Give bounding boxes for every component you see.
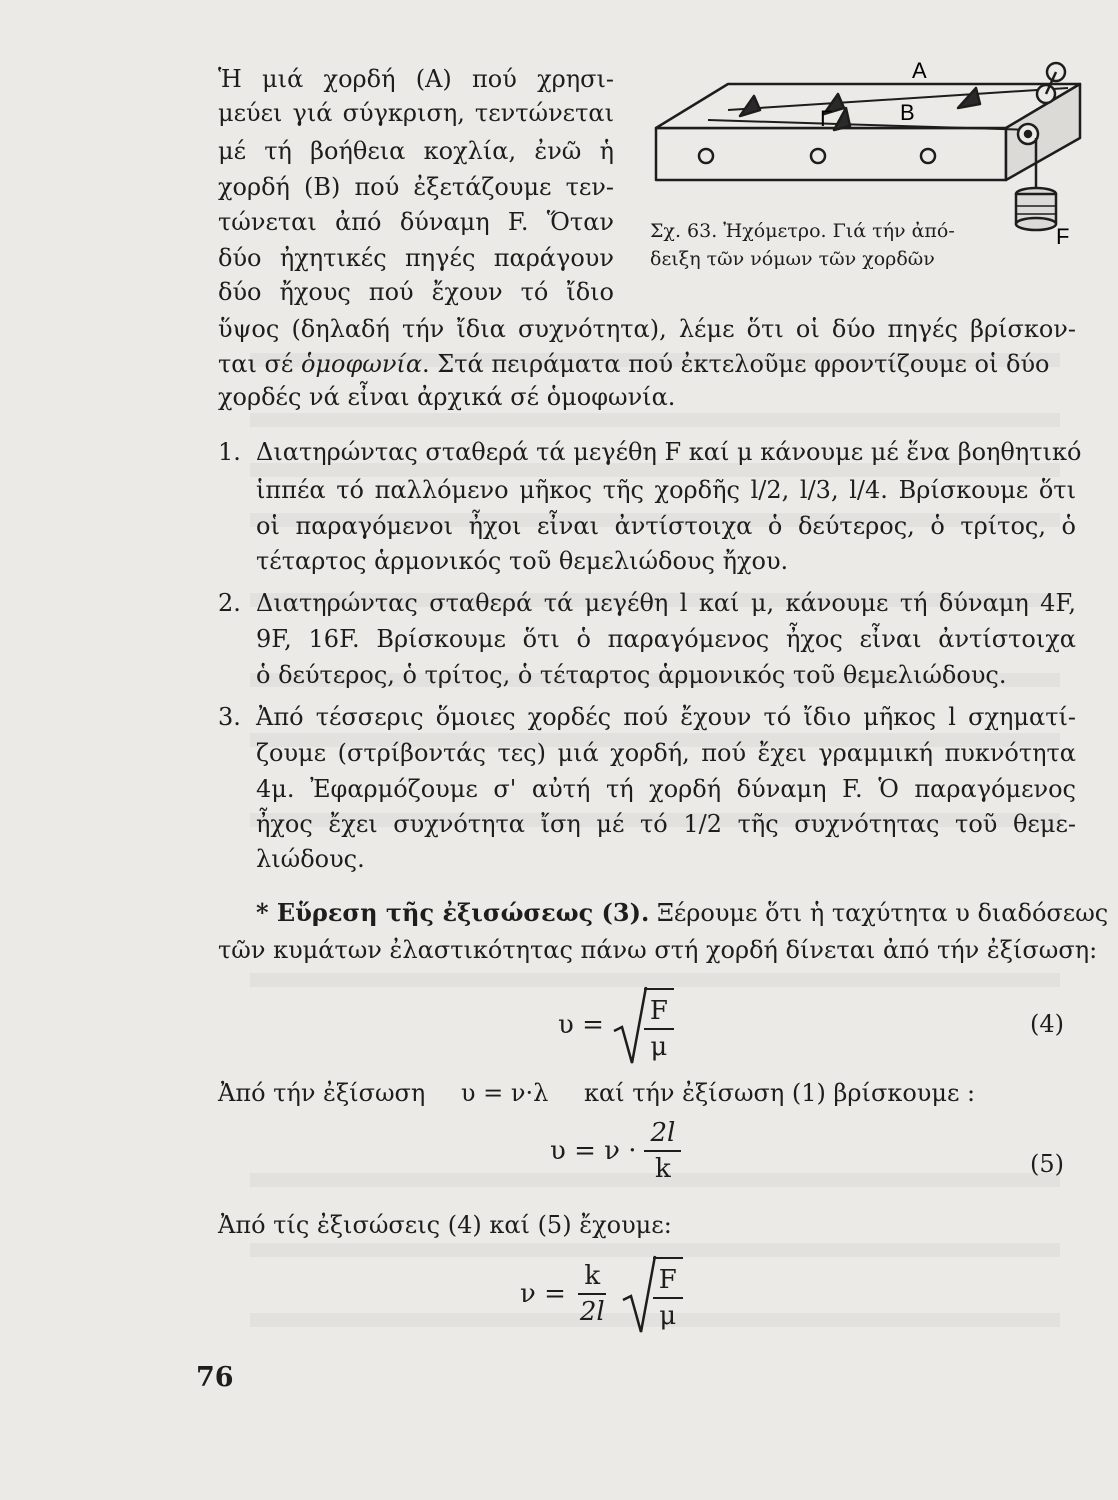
equation-4-fraction [644,988,674,1062]
intro-line-9 [218,347,1076,381]
intro-line-6: δύο ἠχητικές πηγές παράγουν [218,244,614,272]
figure-label-a: A [912,58,927,83]
from-equations-4-5: Ἀπό τίς ἐξισώσεις (4) καί (5) ἔχουμε: [218,1211,672,1239]
equation-final-root-numerator: F [653,1265,683,1299]
intro-line-5: τώνεται ἀπό δύναμη F. Ὅταν [218,208,614,236]
equation-5 [550,1118,681,1184]
item-2-line-3: ὁ δεύτερος, ὁ τρίτος, ὁ τέταρτος ἁρμονικός τοῦ θεμελιώδους. [256,661,1007,689]
page-number: 76 [196,1362,234,1393]
item-1-line-1: Διατηρώντας σταθερά τά μεγέθη F καί μ κάνουμε μέ ἕνα βοηθητικό [256,438,1082,466]
equation-final-root-denominator: μ [659,1301,677,1331]
item-3-line-4: ἦχος ἔχει συχνότητα ἴση μέ τό 1/2 τῆς συχνότητας τοῦ θεμε- [256,810,1076,838]
figure-label-gamma: Γ [820,106,833,131]
item-3-line-1: Ἀπό τέσσερις ὅμοιες χορδές πού ἔχουν τό ἴδιο μῆκος l σχηματί- [256,703,1076,731]
figure-caption-line-1: Σχ. 63. Ἠχόμετρο. Γιά τήν ἀπό- [650,220,955,242]
equation-final-lhs: ν = [520,1279,566,1309]
intro-line-10: χορδές νά εἶναι ἀρχικά σέ ὁμοφωνία. [218,383,676,411]
intro-line-9-start: ται σέ [218,350,301,378]
derivation-line-2: τῶν κυμάτων ἐλαστικότητας πάνω στή χορδή δίνεται ἀπό τήν ἐξίσωση: [218,936,1098,964]
intro-line-9-end: . Στά πειράματα πού ἐκτελοῦμε φροντίζουμε οἱ δύο [422,350,1050,378]
equation-4-numerator: F [644,996,674,1030]
figure-label-b: B [900,100,915,125]
figure-label-f: F [1056,224,1070,249]
equation-5-denominator: k [655,1154,671,1184]
item-2-line-2: 9F, 16F. Βρίσκουμε ὅτι ὁ παραγόμενος ἦχος εἶναι ἀντίστοιχα [256,625,1076,653]
item-3-line-5: λιώδους. [256,845,365,873]
intro-line-8: ὕψος (δηλαδή τήν ἴδια συχνότητα), λέμε ὅτι οἱ δύο πηγές βρίσκον- [218,315,1076,343]
from-equation-text-b: καί τήν ἐξίσωση (1) βρίσκουμε : [583,1079,976,1107]
equation-5-numerator: 2l [644,1118,681,1152]
intro-line-7: δύο ἤχους πού ἔχουν τό ἴδιο [218,278,614,306]
intro-line-4: χορδή (Β) πού ἐξετάζουμε τεν- [218,173,614,201]
sqrt-sign [612,985,648,1065]
term-homophony: ὁμοφωνία [300,350,423,378]
equation-final-numerator: k [578,1261,606,1295]
equation-4-number: (4) [1030,1010,1064,1038]
derivation-line-1 [256,896,1109,930]
velocity-relation: υ = ν·λ [460,1079,549,1107]
equation-5-lhs: υ = ν · [550,1136,637,1166]
equation-final-fraction [574,1261,611,1327]
item-3-line-3: 4μ. Ἐφαρμόζουμε σ' αὐτή τή χορδή δύναμη F. Ὁ παραγόμενος [256,775,1076,803]
intro-line-3: μέ τή βοήθεια κοχλία, ἐνῶ ἡ [218,137,614,165]
item-1-number: 1. [218,438,241,466]
from-equation-text-a: Ἀπό τήν ἐξίσωση [218,1079,426,1107]
item-1-line-3: οἱ παραγόμενοι ἦχοι εἶναι ἀντίστοιχα ὁ δεύτερος, ὁ τρίτος, ὁ [256,512,1076,540]
figure-caption-line-2: δειξη τῶν νόμων τῶν χορδῶν [650,248,935,270]
item-1-line-4: τέταρτος ἁρμονικός τοῦ θεμελιώδους ἤχου. [256,547,789,575]
equation-4 [558,985,674,1065]
equation-final [520,1254,683,1334]
equation-5-number: (5) [1030,1150,1064,1178]
item-3-number: 3. [218,703,241,731]
item-1-line-2: ἱππέα τό παλλόμενο μῆκος τῆς χορδῆς l/2, l/3, l/4. Βρίσκουμε ὅτι [256,476,1076,504]
from-equation-line [218,1076,975,1110]
intro-line-1: Ἡ μιά χορδή (Α) πού χρησι- [218,65,614,93]
derivation-heading: * Εὕρεση τῆς ἐξισώσεως (3). [256,898,650,927]
sqrt-sign-final [621,1254,657,1334]
equation-4-lhs: υ = [558,1010,604,1040]
equation-final-root-fraction [653,1257,683,1331]
item-2-line-1: Διατηρώντας σταθερά τά μεγέθη l καί μ, κάνουμε τή δύναμη 4F, [256,589,1076,617]
intro-line-2: μεύει γιά σύγκριση, τεντώνεται [218,99,614,127]
equation-final-denominator: 2l [579,1297,605,1327]
equation-4-denominator: μ [650,1032,668,1062]
item-2-number: 2. [218,589,241,617]
item-3-line-2: ζουμε (στρίβοντάς τες) μιά χορδή, πού ἔχει γραμμική πυκνότητα [256,739,1076,767]
equation-5-fraction [644,1118,681,1184]
derivation-line-1-text: Ξέρουμε ὅτι ἡ ταχύτητα υ διαδόσεως [649,899,1109,927]
